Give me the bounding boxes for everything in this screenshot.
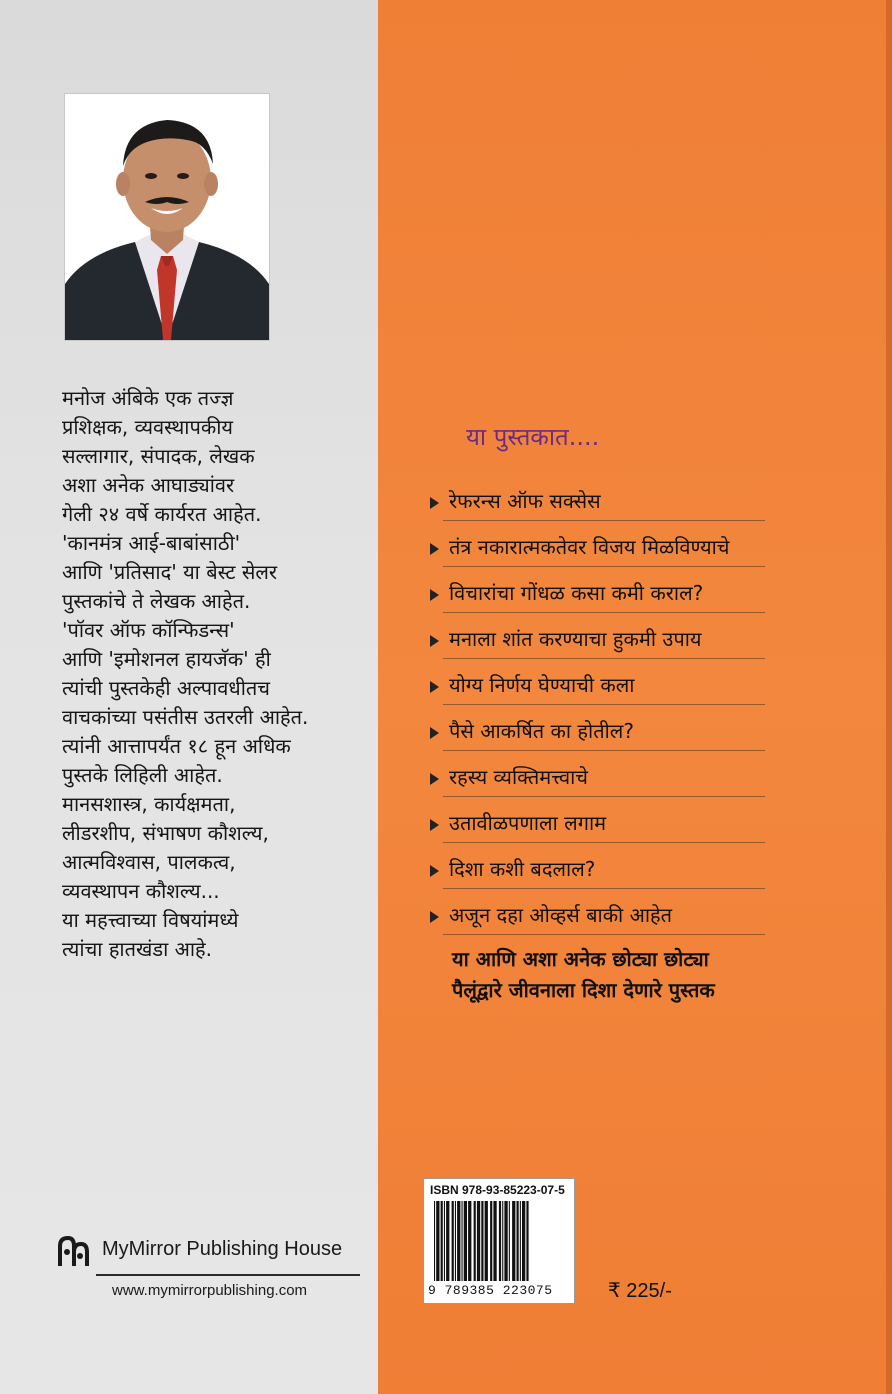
triangle-bullet-icon bbox=[430, 681, 439, 693]
barcode-bar bbox=[468, 1201, 471, 1281]
mymirror-logo-icon bbox=[52, 1232, 92, 1272]
barcode-bar bbox=[504, 1201, 507, 1281]
barcode-bar bbox=[517, 1201, 519, 1281]
toc-item-label: अजून दहा ओव्हर्स बाकी आहेत bbox=[449, 903, 673, 927]
barcode-bar bbox=[481, 1201, 483, 1281]
bio-line: 'पॉवर ऑफ कॉन्फिडन्स' bbox=[62, 618, 235, 642]
toc-item bbox=[425, 530, 845, 576]
cover-edge bbox=[886, 0, 892, 1394]
bio-line: 'कानमंत्र आई-बाबांसाठी' bbox=[62, 531, 241, 555]
barcode-bar bbox=[436, 1201, 439, 1281]
toc-item bbox=[425, 668, 845, 714]
barcode-bar bbox=[477, 1201, 480, 1281]
triangle-bullet-icon bbox=[430, 543, 439, 555]
toc-item-label: दिशा कशी बदलाल? bbox=[449, 857, 596, 881]
barcode-bar bbox=[502, 1201, 503, 1281]
isbn-barcode bbox=[423, 1178, 575, 1304]
toc-item bbox=[425, 576, 845, 622]
toc-item-label: रहस्य व्यक्तिमत्त्वाचे bbox=[449, 765, 588, 789]
bio-line: लीडरशीप, संभाषण कौशल्य, bbox=[62, 821, 269, 845]
toc-list bbox=[425, 484, 845, 944]
toc-summary bbox=[452, 944, 832, 1006]
barcode-bar bbox=[485, 1201, 488, 1281]
barcode-bar bbox=[474, 1201, 476, 1281]
bio-line: या महत्त्वाच्या विषयांमध्ये bbox=[62, 908, 239, 932]
bio-line: पुस्तके लिहिली आहेत. bbox=[62, 763, 223, 787]
toc-item bbox=[425, 806, 845, 852]
isbn-label: ISBN 978-93-85223-07-5 bbox=[430, 1183, 565, 1197]
barcode-bar bbox=[441, 1201, 443, 1281]
author-portrait-illustration bbox=[65, 94, 269, 340]
barcode-bar bbox=[490, 1201, 492, 1281]
toc-item-label: उतावीळपणाला लगाम bbox=[449, 811, 607, 835]
barcode-bar bbox=[452, 1201, 454, 1281]
bio-line: वाचकांच्या पसंतीस उतरली आहेत. bbox=[62, 705, 309, 729]
triangle-bullet-icon bbox=[430, 497, 439, 509]
author-photo bbox=[64, 93, 270, 341]
toc-item-label: पैसे आकर्षित का होतील? bbox=[449, 719, 634, 743]
barcode-bar bbox=[526, 1201, 528, 1281]
bio-line: प्रशिक्षक, व्यवस्थापकीय bbox=[62, 415, 233, 439]
toc-item-label: विचारांचा गोंधळ कसा कमी कराल? bbox=[449, 581, 704, 605]
toc-heading: या पुस्तकात.... bbox=[466, 423, 600, 451]
toc-divider bbox=[443, 796, 765, 797]
toc-item bbox=[425, 898, 845, 944]
toc-divider bbox=[443, 888, 765, 889]
bio-line: सल्लागार, संपादक, लेखक bbox=[62, 444, 255, 468]
bio-line: त्यांचा हातखंडा आहे. bbox=[62, 937, 213, 961]
toc-divider bbox=[443, 658, 765, 659]
barcode-bar bbox=[434, 1201, 435, 1281]
bio-line: आत्मविश्वास, पालकत्व, bbox=[62, 850, 236, 874]
barcode-bar bbox=[493, 1201, 496, 1281]
bio-line: आणि 'इमोशनल हायजॅक' ही bbox=[62, 647, 271, 671]
toc-item bbox=[425, 852, 845, 898]
barcode-digits: 9 789385 223075 bbox=[428, 1283, 553, 1298]
toc-item bbox=[425, 484, 845, 530]
publisher-divider bbox=[96, 1274, 360, 1276]
toc-item-label: तंत्र नकारात्मकतेवर विजय मिळविण्याचे bbox=[449, 535, 730, 559]
toc-divider bbox=[443, 842, 765, 843]
toc-item bbox=[425, 760, 845, 806]
barcode-bar bbox=[464, 1201, 467, 1281]
toc-divider bbox=[443, 612, 765, 613]
toc-item-label: मनाला शांत करण्याचा हुकमी उपाय bbox=[449, 627, 702, 651]
publisher-block bbox=[52, 1230, 372, 1274]
toc-divider bbox=[443, 520, 765, 521]
toc-item bbox=[425, 622, 845, 668]
publisher-url: www.mymirrorpublishing.com bbox=[112, 1282, 308, 1299]
barcode-bar bbox=[522, 1201, 525, 1281]
barcode-bars bbox=[432, 1201, 566, 1281]
barcode-bar bbox=[444, 1201, 445, 1281]
toc-divider bbox=[443, 750, 765, 751]
barcode-bar bbox=[462, 1201, 463, 1281]
barcode-bar bbox=[446, 1201, 449, 1281]
barcode-bar bbox=[457, 1201, 460, 1281]
barcode-bar bbox=[509, 1201, 510, 1281]
bio-line: गेली २४ वर्षे कार्यरत आहेत. bbox=[62, 502, 262, 526]
bio-line: पुस्तकांचे ते लेखक आहेत. bbox=[62, 589, 251, 613]
barcode-bar bbox=[512, 1201, 515, 1281]
bio-line: त्यांची पुस्तकेही अल्पावधीतच bbox=[62, 676, 270, 700]
toc-divider bbox=[443, 566, 765, 567]
bio-line: मनोज अंबिके एक तज्ज्ञ bbox=[62, 386, 234, 410]
bio-line: अशा अनेक आघाड्यांवर bbox=[62, 473, 235, 497]
price-label: ₹ 225/- bbox=[608, 1280, 672, 1302]
triangle-bullet-icon bbox=[430, 819, 439, 831]
bio-line: व्यवस्थापन कौशल्य... bbox=[62, 879, 220, 903]
toc-summary-line: पैलूंद्वारे जीवनाला दिशा देणारे पुस्तक bbox=[452, 978, 715, 1002]
bio-line: आणि 'प्रतिसाद' या बेस्ट सेलर bbox=[62, 560, 278, 584]
triangle-bullet-icon bbox=[430, 727, 439, 739]
bio-line: त्यांनी आत्तापर्यंत १८ हून अधिक bbox=[62, 734, 291, 758]
barcode-bar bbox=[520, 1201, 521, 1281]
triangle-bullet-icon bbox=[430, 911, 439, 923]
toc-summary-line: या आणि अशा अनेक छोट्या छोट्या bbox=[452, 947, 709, 971]
triangle-bullet-icon bbox=[430, 589, 439, 601]
toc-divider bbox=[443, 934, 765, 935]
triangle-bullet-icon bbox=[430, 635, 439, 647]
toc-item bbox=[425, 714, 845, 760]
author-bio bbox=[62, 384, 372, 964]
triangle-bullet-icon bbox=[430, 865, 439, 877]
toc-item-label: योग्य निर्णय घेण्याची कला bbox=[449, 673, 635, 697]
toc-item-label: रेफरन्स ऑफ सक्सेस bbox=[449, 489, 601, 513]
barcode-bar bbox=[455, 1201, 456, 1281]
publisher-name: MyMirror Publishing House bbox=[102, 1238, 343, 1260]
bio-line: मानसशास्त्र, कार्यक्षमता, bbox=[62, 792, 236, 816]
barcode-bar bbox=[499, 1201, 501, 1281]
triangle-bullet-icon bbox=[430, 773, 439, 785]
toc-divider bbox=[443, 704, 765, 705]
